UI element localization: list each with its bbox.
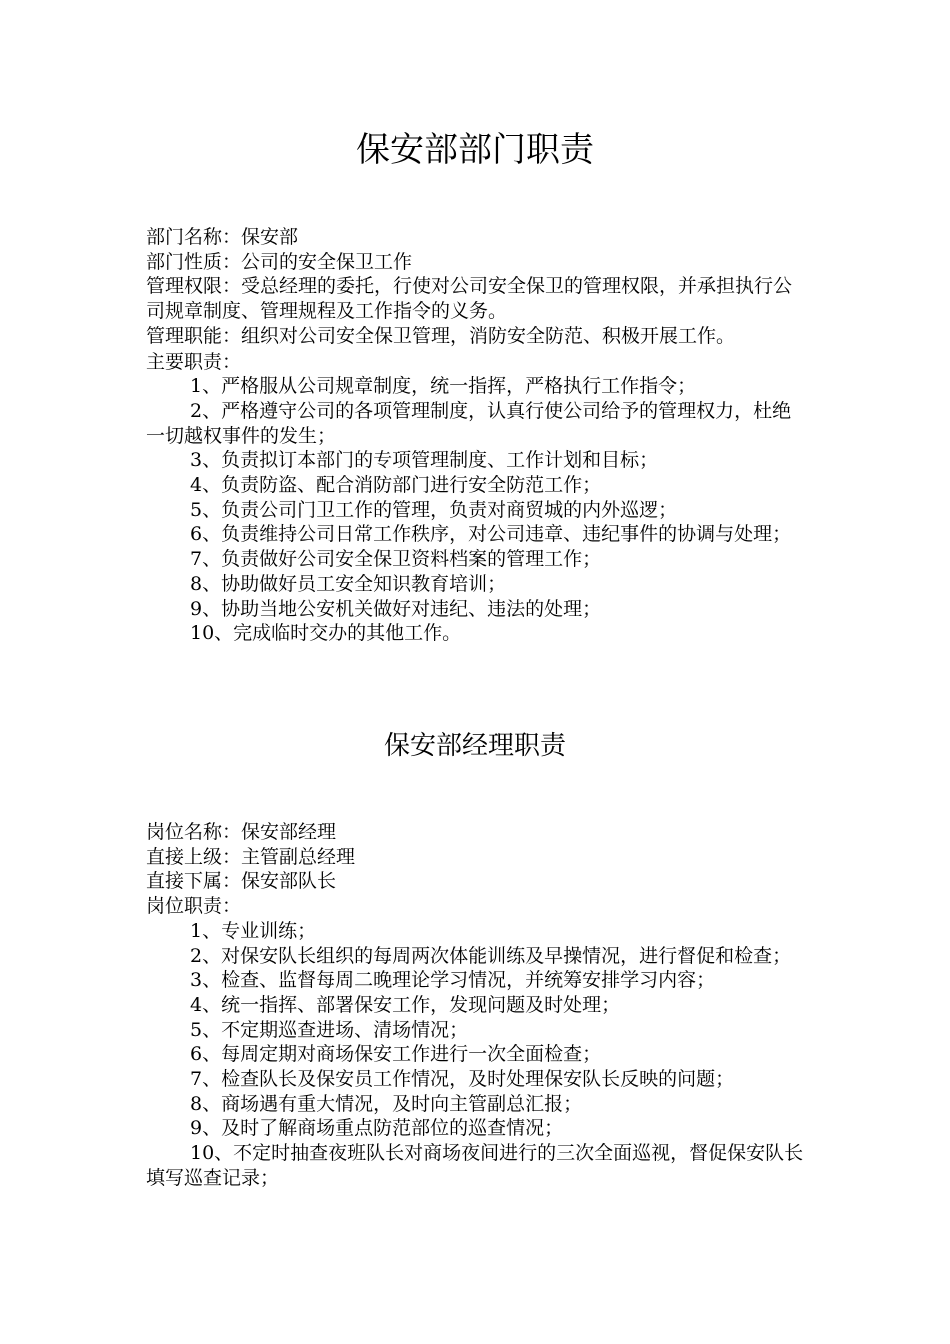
list-item: 3、负责拟订本部门的专项管理制度、工作计划和目标； <box>190 449 659 472</box>
dept-duties-list <box>146 374 810 646</box>
dept-function-text: 组织对公司安全保卫管理，消防安全防范、积极开展工作。 <box>241 324 736 347</box>
list-item: 5、不定期巡查进场、清场情况； <box>190 1018 469 1041</box>
dept-name: 部门名称：保安部 <box>146 226 299 248</box>
list-item: 6、负责维持公司日常工作秩序，对公司违章、违纪事件的协调与处理； <box>190 523 792 546</box>
list-item: 7、负责做好公司安全保卫资料档案的管理工作； <box>190 548 602 571</box>
list-item: 5、负责公司门卫工作的管理，负责对商贸城的内外巡逻； <box>190 498 678 521</box>
list-item: 10、完成临时交办的其他工作。 <box>190 622 462 645</box>
list-item: 2、对保安队长组织的每周两次体能训练及早操情况，进行督促和检查； <box>190 944 792 967</box>
list-item: 1、严格服从公司规章制度，统一指挥，严格执行工作指令； <box>190 375 697 398</box>
list-item: 2、严格遵守公司的各项管理制度，认真行使公司给予的管理权力，杜绝一切越权事件的发生； <box>146 399 792 447</box>
post-subordinate: 直接下属：保安部队长 <box>146 870 337 893</box>
list-item: 9、及时了解商场重点防范部位的巡查情况； <box>190 1117 564 1140</box>
post-superior: 直接上级：主管副总经理 <box>146 845 356 868</box>
dept-function <box>146 324 810 350</box>
list-item: 8、商场遇有重大情况，及时向主管副总汇报； <box>190 1092 583 1115</box>
post-duties-list <box>146 919 810 1191</box>
dept-duties-label: 主要职责： <box>146 350 242 373</box>
section1-title: 保安部部门职责 <box>356 130 594 170</box>
list-item: 6、每周定期对商场保安工作进行一次全面检查； <box>190 1043 602 1066</box>
list-item: 7、检查队长及保安员工作情况，及时处理保安队长反映的问题； <box>190 1068 735 1091</box>
list-item: 10、不定时抽查夜班队长对商场夜间进行的三次全面巡视，督促保安队长填写巡查记录； <box>146 1142 804 1189</box>
list-item: 3、检查、监督每周二晚理论学习情况，并统筹安排学习内容； <box>190 969 716 992</box>
section1-body <box>146 225 810 646</box>
list-item: 8、协助做好员工安全知识教育培训； <box>190 572 507 595</box>
section2-body <box>146 820 810 1191</box>
post-name: 岗位名称：保安部经理 <box>146 821 337 843</box>
list-item: 9、协助当地公安机关做好对违纪、违法的处理； <box>190 597 602 620</box>
dept-nature: 部门性质：公司的安全保卫工作 <box>146 250 413 273</box>
list-item: 1、专业训练； <box>190 919 317 942</box>
list-item: 4、统一指挥、部署保安工作，发现问题及时处理； <box>190 993 621 1016</box>
dept-function-label: 管理职能： <box>146 324 242 347</box>
section2-title: 保安部经理职责 <box>383 731 566 761</box>
list-item: 4、负责防盗、配合消防部门进行安全防范工作； <box>190 474 602 497</box>
post-duties-label: 岗位职责： <box>146 895 242 918</box>
dept-authority: 管理权限：受总经理的委托，行使对公司安全保卫的管理权限，并承担执行公司规章制度、管理规程及工作指令的义务。 <box>146 275 793 323</box>
